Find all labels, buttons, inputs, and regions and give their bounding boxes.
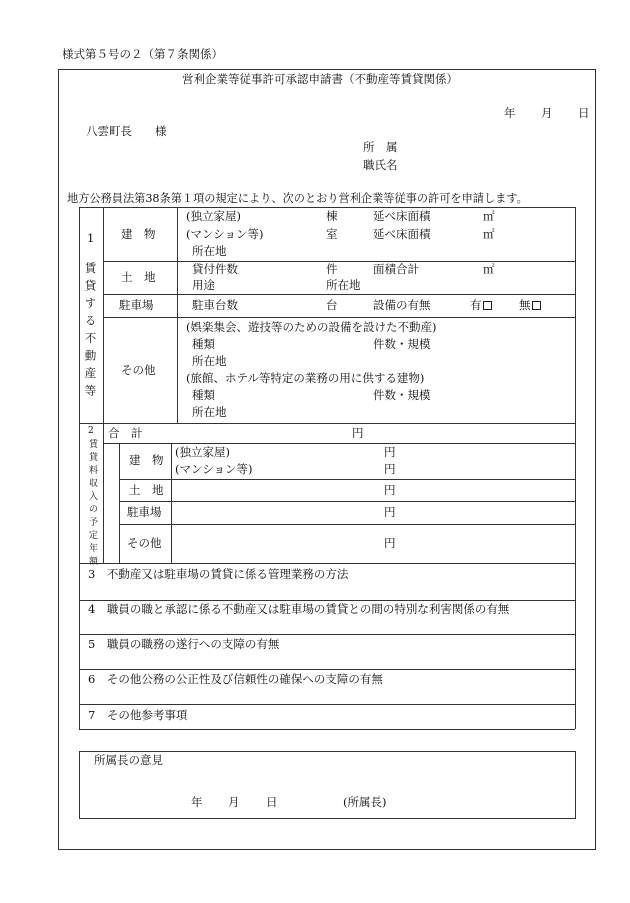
building-detached-area: 延べ床面積 (373, 209, 431, 223)
form-title: 営利企業等従事許可承認申請書（不動産等賃貸関係） (182, 72, 458, 86)
income-mansion-unit: 円 (384, 462, 396, 476)
building-label: 建 物 (121, 227, 156, 241)
section7-text: 7 その他参考事項 (88, 708, 188, 722)
building-mansion: (マンション等) (186, 227, 264, 241)
date-month: 月 (541, 106, 553, 120)
income-parking-unit: 円 (384, 505, 396, 519)
building-detached: (独立家屋) (186, 209, 241, 223)
section4-text: 4 職員の職と承認に係る不動産又は駐車場の賃貸との間の特別な利害関係の有無 (88, 602, 510, 616)
parking-yes-option[interactable] (470, 300, 492, 312)
income-other-label: その他 (127, 536, 162, 550)
section2-number: 2 (88, 426, 94, 436)
form-number: 様式第５号の２（第７条関係） (62, 47, 223, 61)
other-amusement: (娯楽集会、遊技等のための設備を設けた不動産) (186, 320, 437, 334)
income-detached-unit: 円 (384, 445, 396, 459)
opinion-month: 月 (228, 795, 240, 809)
intro-text: 地方公務員法第38条第１項の規定により、次のとおり営利企業等従事の許可を申請します。 (67, 192, 528, 205)
parking-no-option[interactable] (519, 300, 541, 312)
opinion-year: 年 (191, 795, 203, 809)
building-location: 所在地 (192, 244, 227, 258)
section1-label: 賃貸する不動産等 (83, 262, 98, 402)
income-building-label: 建 物 (129, 453, 164, 467)
parking-equipment: 設備の有無 (373, 298, 431, 312)
opinion-signer: (所属長) (343, 795, 387, 809)
other-kind-2: 種類 (192, 388, 215, 402)
land-area: 面積合計 (373, 262, 419, 276)
section3-text: 3 不動産又は駐車場の賃貸に係る管理業務の方法 (88, 567, 349, 581)
affiliation-label: 所 属 (363, 140, 398, 154)
date-year: 年 (504, 106, 516, 120)
building-detached-unit: 棟 (326, 209, 338, 223)
other-location-2: 所在地 (192, 405, 227, 419)
date-day: 日 (578, 106, 590, 120)
parking-no-label: 無 (519, 298, 531, 312)
section6-text: 6 その他公務の公正性及び信頼性の確保への支障の有無 (88, 672, 383, 686)
section1-number: 1 (87, 231, 95, 245)
building-mansion-area-unit: ㎡ (483, 227, 495, 241)
total-label: 合 計 (108, 426, 143, 440)
building-mansion-unit: 室 (326, 227, 338, 241)
building-detached-area-unit: ㎡ (483, 209, 495, 223)
parking-count-unit: 台 (326, 298, 338, 312)
income-detached: (独立家屋) (175, 445, 230, 459)
parking-yes-checkbox[interactable] (483, 301, 492, 310)
other-hotel: (旅館、ホテル等特定の業務の用に供する建物) (186, 371, 425, 385)
income-other-unit: 円 (384, 536, 396, 550)
land-use: 用途 (192, 278, 215, 292)
other-scale-2: 件数・規模 (373, 388, 431, 402)
other-kind-1: 種類 (192, 337, 215, 351)
land-count-unit: 件 (326, 262, 338, 276)
building-mansion-area: 延べ床面積 (373, 227, 431, 241)
parking-no-checkbox[interactable] (532, 301, 541, 310)
income-mansion: (マンション等) (175, 462, 253, 476)
section5-text: 5 職員の職務の遂行への支障の有無 (88, 637, 280, 651)
land-label: 土 地 (121, 270, 156, 284)
position-name-label: 職氏名 (363, 158, 398, 172)
other-label: その他 (121, 363, 156, 377)
land-count: 貸付件数 (192, 262, 238, 276)
section2-label: 賃貸料収入の予定年額 (87, 439, 97, 569)
opinion-day: 日 (266, 795, 278, 809)
addressee: 八雲町長 様 (86, 124, 167, 138)
opinion-label: 所属長の意見 (94, 753, 163, 767)
income-land-label: 土 地 (129, 483, 164, 497)
other-location-1: 所在地 (192, 354, 227, 368)
parking-count: 駐車台数 (192, 298, 238, 312)
income-parking-label: 駐車場 (127, 505, 162, 519)
land-location: 所在地 (326, 278, 361, 292)
other-scale-1: 件数・規模 (373, 337, 431, 351)
total-unit: 円 (352, 426, 364, 440)
land-area-unit: ㎡ (483, 262, 495, 276)
parking-label: 駐車場 (119, 298, 154, 312)
parking-yes-label: 有 (470, 298, 482, 312)
income-land-unit: 円 (384, 483, 396, 497)
